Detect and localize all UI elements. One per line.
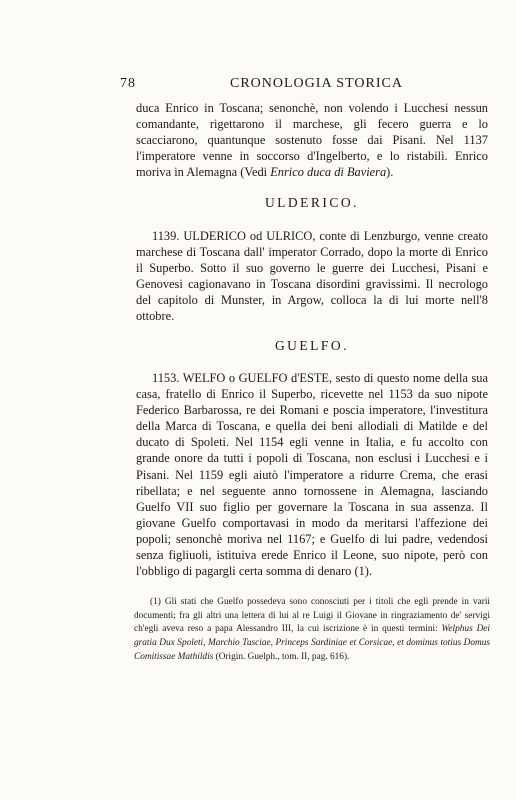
footnote-citation: (Origin. Guelph., tom. II, pag. 616). <box>213 651 350 662</box>
section-body-guelfo <box>136 370 488 579</box>
continuation-reference: Enrico duca di Baviera <box>270 165 387 180</box>
page-number: 78 <box>120 76 136 91</box>
running-head <box>120 76 490 96</box>
section-heading-guelfo: GUELFO. <box>274 338 350 353</box>
footnote-text: (1) Gli stati che Guelfo possedeva sono conosciuti per i titoli che egli prende in varii documenti; fra gli altri una lettera di lui al re Luigi il Giovane in ringraziamento de' servigi ch'egli aveva reso a papa Alessandro III, la cui iscrizione è in questi termini: <box>134 597 490 635</box>
continuation-paragraph <box>136 100 488 180</box>
continuation-end: ). <box>386 165 394 180</box>
continuation-text: duca Enrico in Toscana; senonchè, non volendo i Lucchesi nessun comandante, rigettarono il marchese, gli fecero guerra e lo scacciarono, quantunque sostenuto fosse dai Pisani. Nel 1137 l'imperatore venne in soccorso d'Ingelberto, e lo ristabilì. Enrico moriva in Alemagna (Vedi <box>136 101 488 180</box>
section-heading-ulderico: ULDERICO. <box>264 195 360 210</box>
section-text-guelfo: 1153. WELFO o GUELFO d'ESTE, sesto di questo nome della sua casa, fratello di Enrico il Superbo, ricevette nel 1153 da suo nipote Federico Barbarossa, re dei Romani e poscia imperatore, l'investitura della Marca di Toscana, e quella dei beni allodiali di Matilde e del ducato di Spoleti. Nel 1154 egli venne in Italia, e fu accolto con grande onore da tutti i popoli di Toscana, non esclusi i Lucchesi e i Pisani. Nel 1159 egli aiutò l'imperatore a ridurre Crema, che erasi ribellata; e nel seguente anno tornossene in Alemagna, lasciando Guelfo VII suo figlio per governare la Toscana in sua assenza. Il giovane Guelfo comportavasi in modo da meritarsi l'affezione dei popoli; senonchè moriva nel 1167; e Guelfo di lui padre, vedendosi senza figliuoli, istituiva erede Enrico il Leone, suo nipote, però con l'obbligo di pagargli certa somma di denaro (1). <box>136 371 488 579</box>
section-body-ulderico <box>136 228 488 325</box>
footnote <box>134 596 490 665</box>
footnote-latin-quote: Welphus Dei gratia Dux Spoleti, Marchio Tusciae, Princeps Sardiniae et Corsicae, et dominus totius Domus Comitissae Mathildis <box>134 624 490 662</box>
running-title: CRONOLOGIA STORICA <box>230 76 403 91</box>
section-text-ulderico: 1139. ULDERICO od ULRICO, conte di Lenzburgo, venne creato marchese di Toscana dall' imperator Corrado, dopo la morte di Enrico il Superbo. Sotto il suo governo le guerre dei Lucchesi, Pisani e Genovesi cagionavano in Toscana disordini gravissimi. Il necrologo del capitolo di Munster, in Argow, colloca la di lui morte nell'8 ottobre. <box>136 229 488 324</box>
